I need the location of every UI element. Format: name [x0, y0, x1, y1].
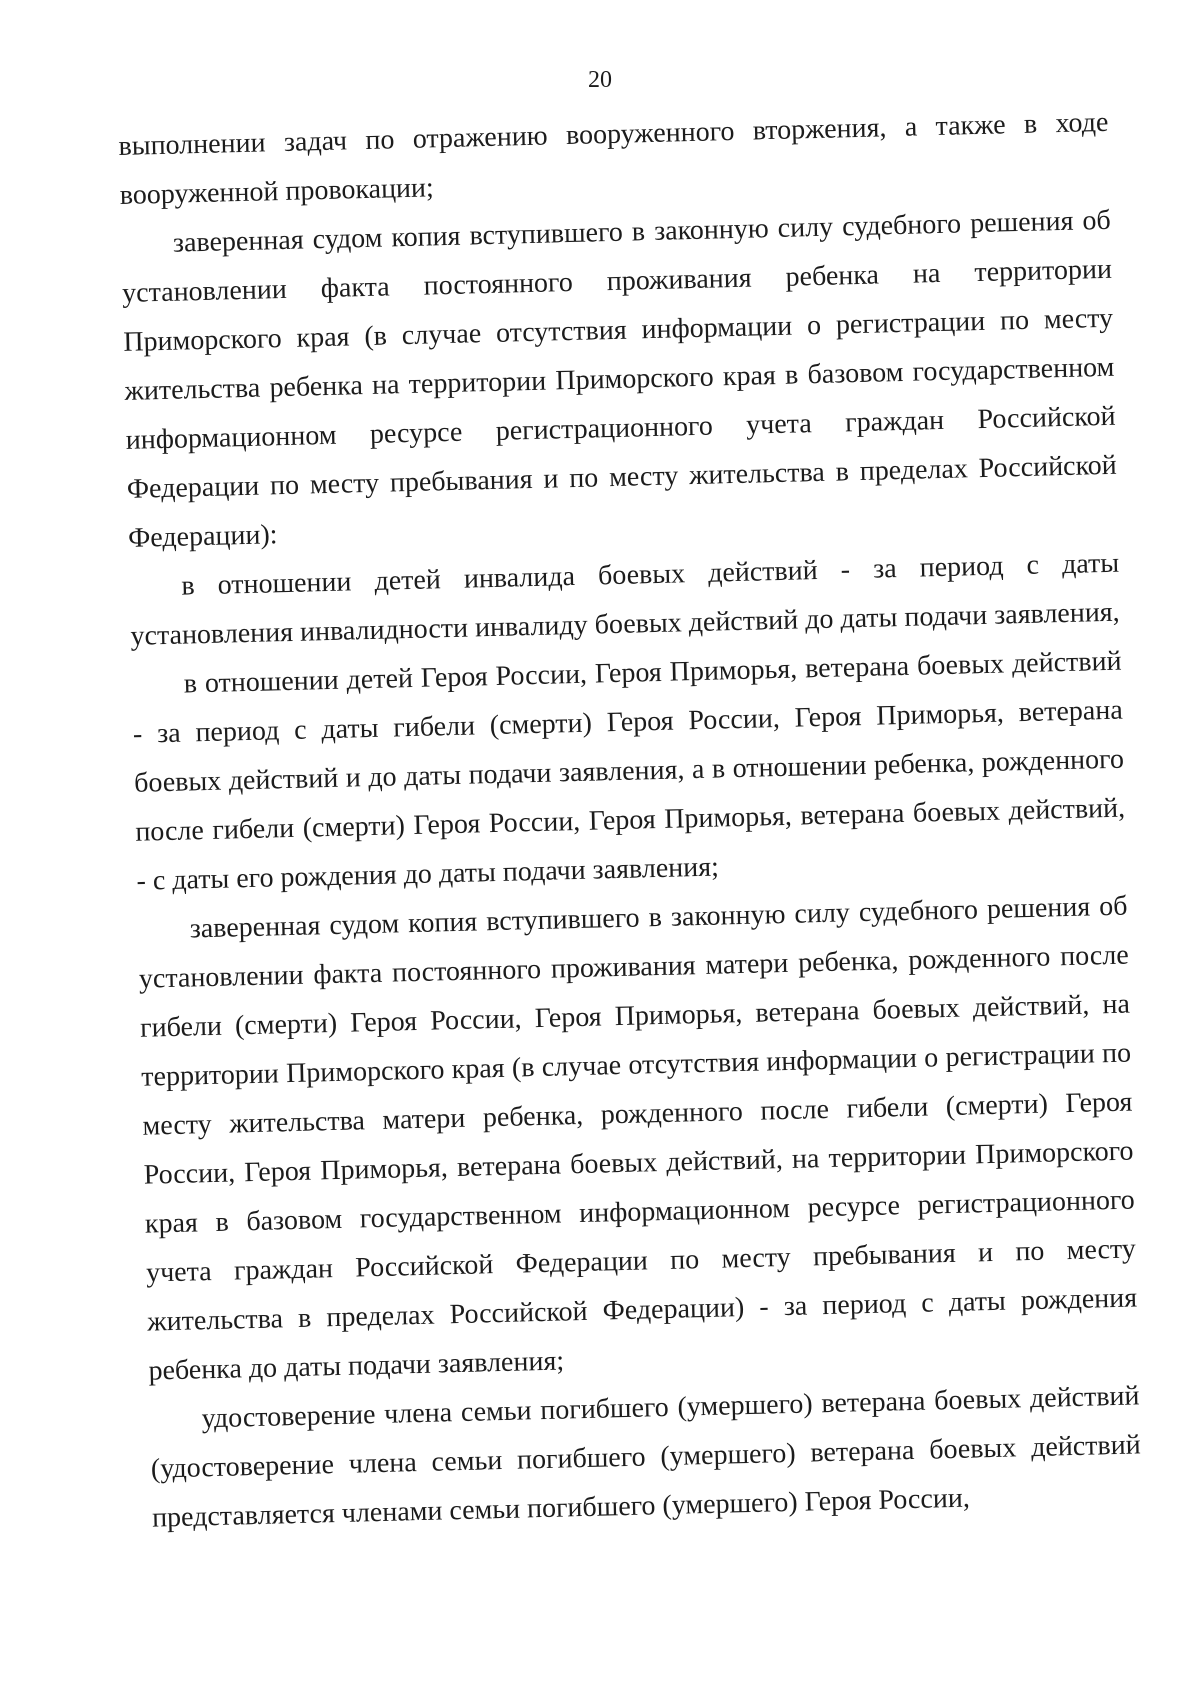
paragraph-disabled-veteran-children: в отношении детей инвалида боевых действий - за период с даты установления инвалидности инвалиду боевых действий до даты подачи заявления,	[130, 547, 1120, 652]
paragraph-court-copy-child-residence: заверенная судом копия вступившего в законную силу судебного решения об установлении факта постоянного проживания ребенка на территории Приморского края (в случае отсутствия информации о регистрации по месту жительства ребенка на территории Приморского края в базовом государственном информационном ресурсе регистрационного учета граждан Российской Федерации по месту пребывания и по месту жительства в пределах Российской Федерации):	[121, 204, 1118, 554]
page-number: 20	[588, 67, 612, 93]
paragraph-continuation: выполнении задач по отражению вооруженного вторжения, а также в ходе вооруженной провокации;	[118, 106, 1109, 211]
paragraph-hero-children: в отношении детей Героя России, Героя Приморья, ветерана боевых действий - за период с даты гибели (смерти) Героя России, Героя Приморья, ветерана боевых действий и до даты подачи заявления, а в отношении ребенка, рожденного после гибели (смерти) Героя России, Героя Приморья, ветерана боевых действий, - с даты его рождения до даты подачи заявления;	[132, 645, 1126, 897]
body-text	[118, 98, 1142, 1543]
paragraph-family-member-certificate: удостоверение члена семьи погибшего (умершего) ветерана боевых действий (удостоверение члена семьи погибшего (умершего) ветерана боевых действий представляется членами семьи погибшего (умершего) Героя России,	[150, 1380, 1142, 1534]
paragraph-court-copy-mother-residence: заверенная судом копия вступившего в законную силу судебного решения об установлении факта постоянного проживания матери ребенка, рожденного после гибели (смерти) Героя России, Героя Приморья, ветерана боевых действий, на территории Приморского края (в случае отсутствия информации о регистрации по месту жительства матери ребенка, рожденного после гибели (смерти) Героя России, Героя Приморья, ветерана боевых действий, на территории Приморского края в базовом государственном информационном ресурсе регистрационного учета граждан Российской Федерации по месту пребывания и по месту жительства в пределах Российской Федерации) - за период с даты рождения ребенка до даты подачи заявления;	[138, 890, 1138, 1387]
